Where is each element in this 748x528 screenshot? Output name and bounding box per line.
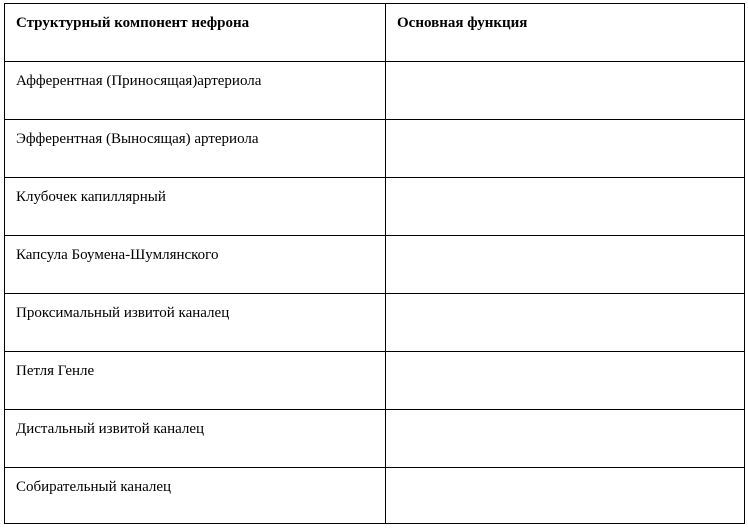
function-cell[interactable] [386,294,745,352]
component-cell: Дистальный извитой каналец [5,410,386,468]
function-cell[interactable] [386,352,745,410]
header-function: Основная функция [386,4,745,62]
table-row [5,294,745,352]
function-cell[interactable] [386,120,745,178]
function-cell[interactable] [386,236,745,294]
component-cell: Проксимальный извитой каналец [5,294,386,352]
table-header-row [5,4,745,62]
component-cell: Афферентная (Приносящая)артериола [5,62,386,120]
header-component: Структурный компонент нефрона [5,4,386,62]
function-cell[interactable] [386,410,745,468]
nephron-table [4,3,745,524]
function-cell[interactable] [386,178,745,236]
table-row [5,352,745,410]
table-row [5,178,745,236]
table-row [5,62,745,120]
component-cell: Эфферентная (Выносящая) артериола [5,120,386,178]
table-row [5,410,745,468]
component-cell: Петля Генле [5,352,386,410]
table-row [5,236,745,294]
table-row [5,120,745,178]
component-cell: Собирательный каналец [5,468,386,524]
component-cell: Клубочек капиллярный [5,178,386,236]
function-cell[interactable] [386,62,745,120]
table-row [5,468,745,524]
component-cell: Капсула Боумена-Шумлянского [5,236,386,294]
function-cell[interactable] [386,468,745,524]
